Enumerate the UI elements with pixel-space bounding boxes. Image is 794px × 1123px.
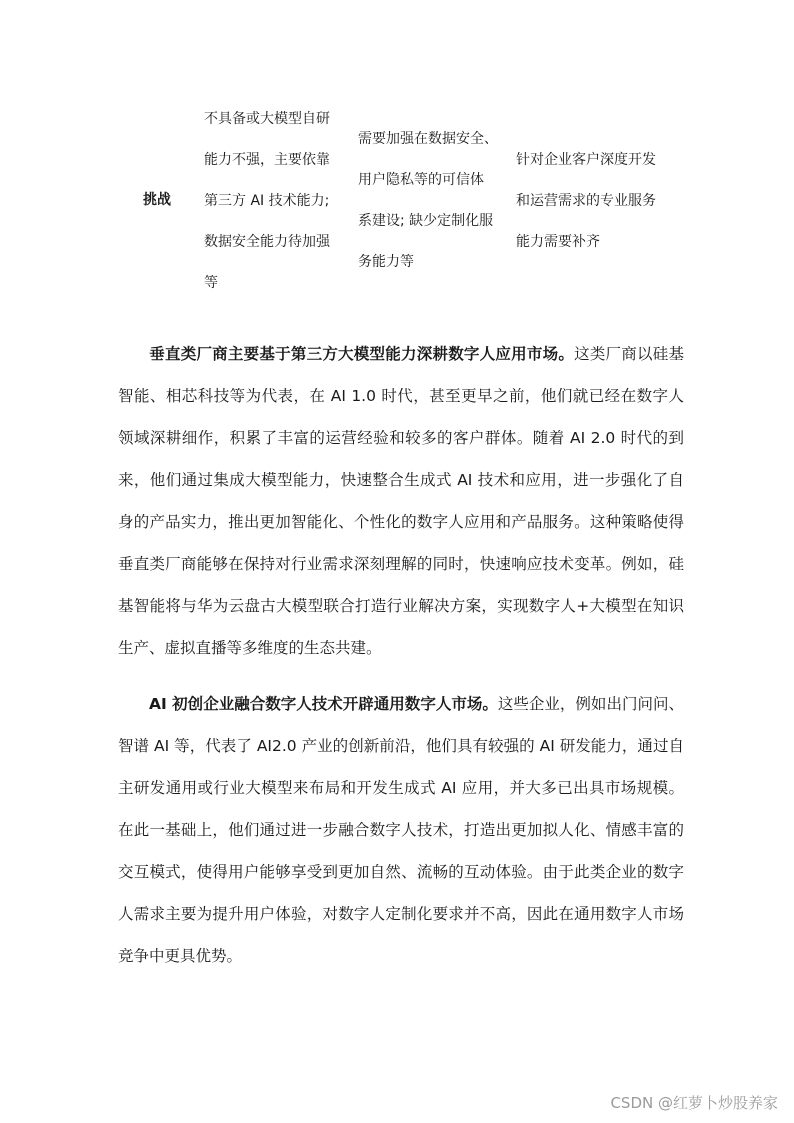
cell-text-line: 和运营需求的专业服务 — [516, 193, 656, 209]
paragraph-ai-startups — [118, 683, 684, 977]
paragraph-lead: AI 初创企业融合数字人技术开辟通用数字人市场。 — [149, 695, 498, 713]
paragraph-body: 这类厂商以硅基智能、相芯科技等为代表，在 AI 1.0 时代，甚至更早之前，他们就已经在数字人领域深耕细作，积累了丰富的运营经验和较多的客户群体。随着 AI 2.0 时代的到来，他们通过集成大模型能力，快速整合生成式 AI 技术和应用，进一步强化了自身的产品实力，推出更加智能化、个性化的数字人应用和产品服务。这种策略使得垂直类厂商能够在保持对行业需求深刻理解的同时，快速响应技术变革。例如，硅基智能将与华为云盘古大模型联合打造行业解决方案，实现数字人+大模型在知识生产、虚拟直播等多维度的生态共建。 — [118, 345, 684, 657]
cell-text-line: 务能力等 — [358, 254, 414, 270]
paragraph-vertical-vendors — [118, 333, 684, 669]
cell-text-line: 需要加强在数据安全、 — [358, 131, 498, 147]
cell-text-line: 不具备或大模型自研 — [204, 111, 330, 127]
cell-text-line: 能力需要补齐 — [516, 234, 600, 250]
cell-text-line: 针对企业客户深度开发 — [516, 152, 656, 168]
paragraph-lead: 垂直类厂商主要基于第三方大模型能力深耕数字人应用市场。 — [149, 345, 575, 363]
paragraph-body: 这些企业，例如出门问问、智谱 AI 等，代表了 AI2.0 产业的创新前沿，他们具有较强的 AI 研发能力，通过自主研发通用或行业大模型来布局和开发生成式 AI 应用，并大多已出具市场规模。在此一基础上，他们通过进一步融合数字人技术，打造出更加拟人化、情感丰富的交互模式，使得用户能够享受到更加自然、流畅的互动体验。由于此类企业的数字人需求主要为提升用户体验，对数字人定制化要求并不高，因此在通用数字人市场竞争中更具优势。 — [118, 695, 684, 965]
cell-text-line: 系建设; 缺少定制化服 — [358, 213, 494, 229]
cell-text-line: 第三方 AI 技术能力; — [204, 193, 330, 209]
csdn-watermark: CSDN @红萝卜炒股养家 — [610, 1094, 778, 1112]
cell-text-line: 等 — [204, 275, 218, 291]
row-label-challenge: 挑战 — [143, 192, 171, 208]
cell-text-line: 能力不强，主要依靠 — [204, 152, 330, 168]
cell-text-line: 数据安全能力待加强 — [204, 234, 330, 250]
cell-text-line: 用户隐私等的可信体 — [358, 172, 484, 188]
